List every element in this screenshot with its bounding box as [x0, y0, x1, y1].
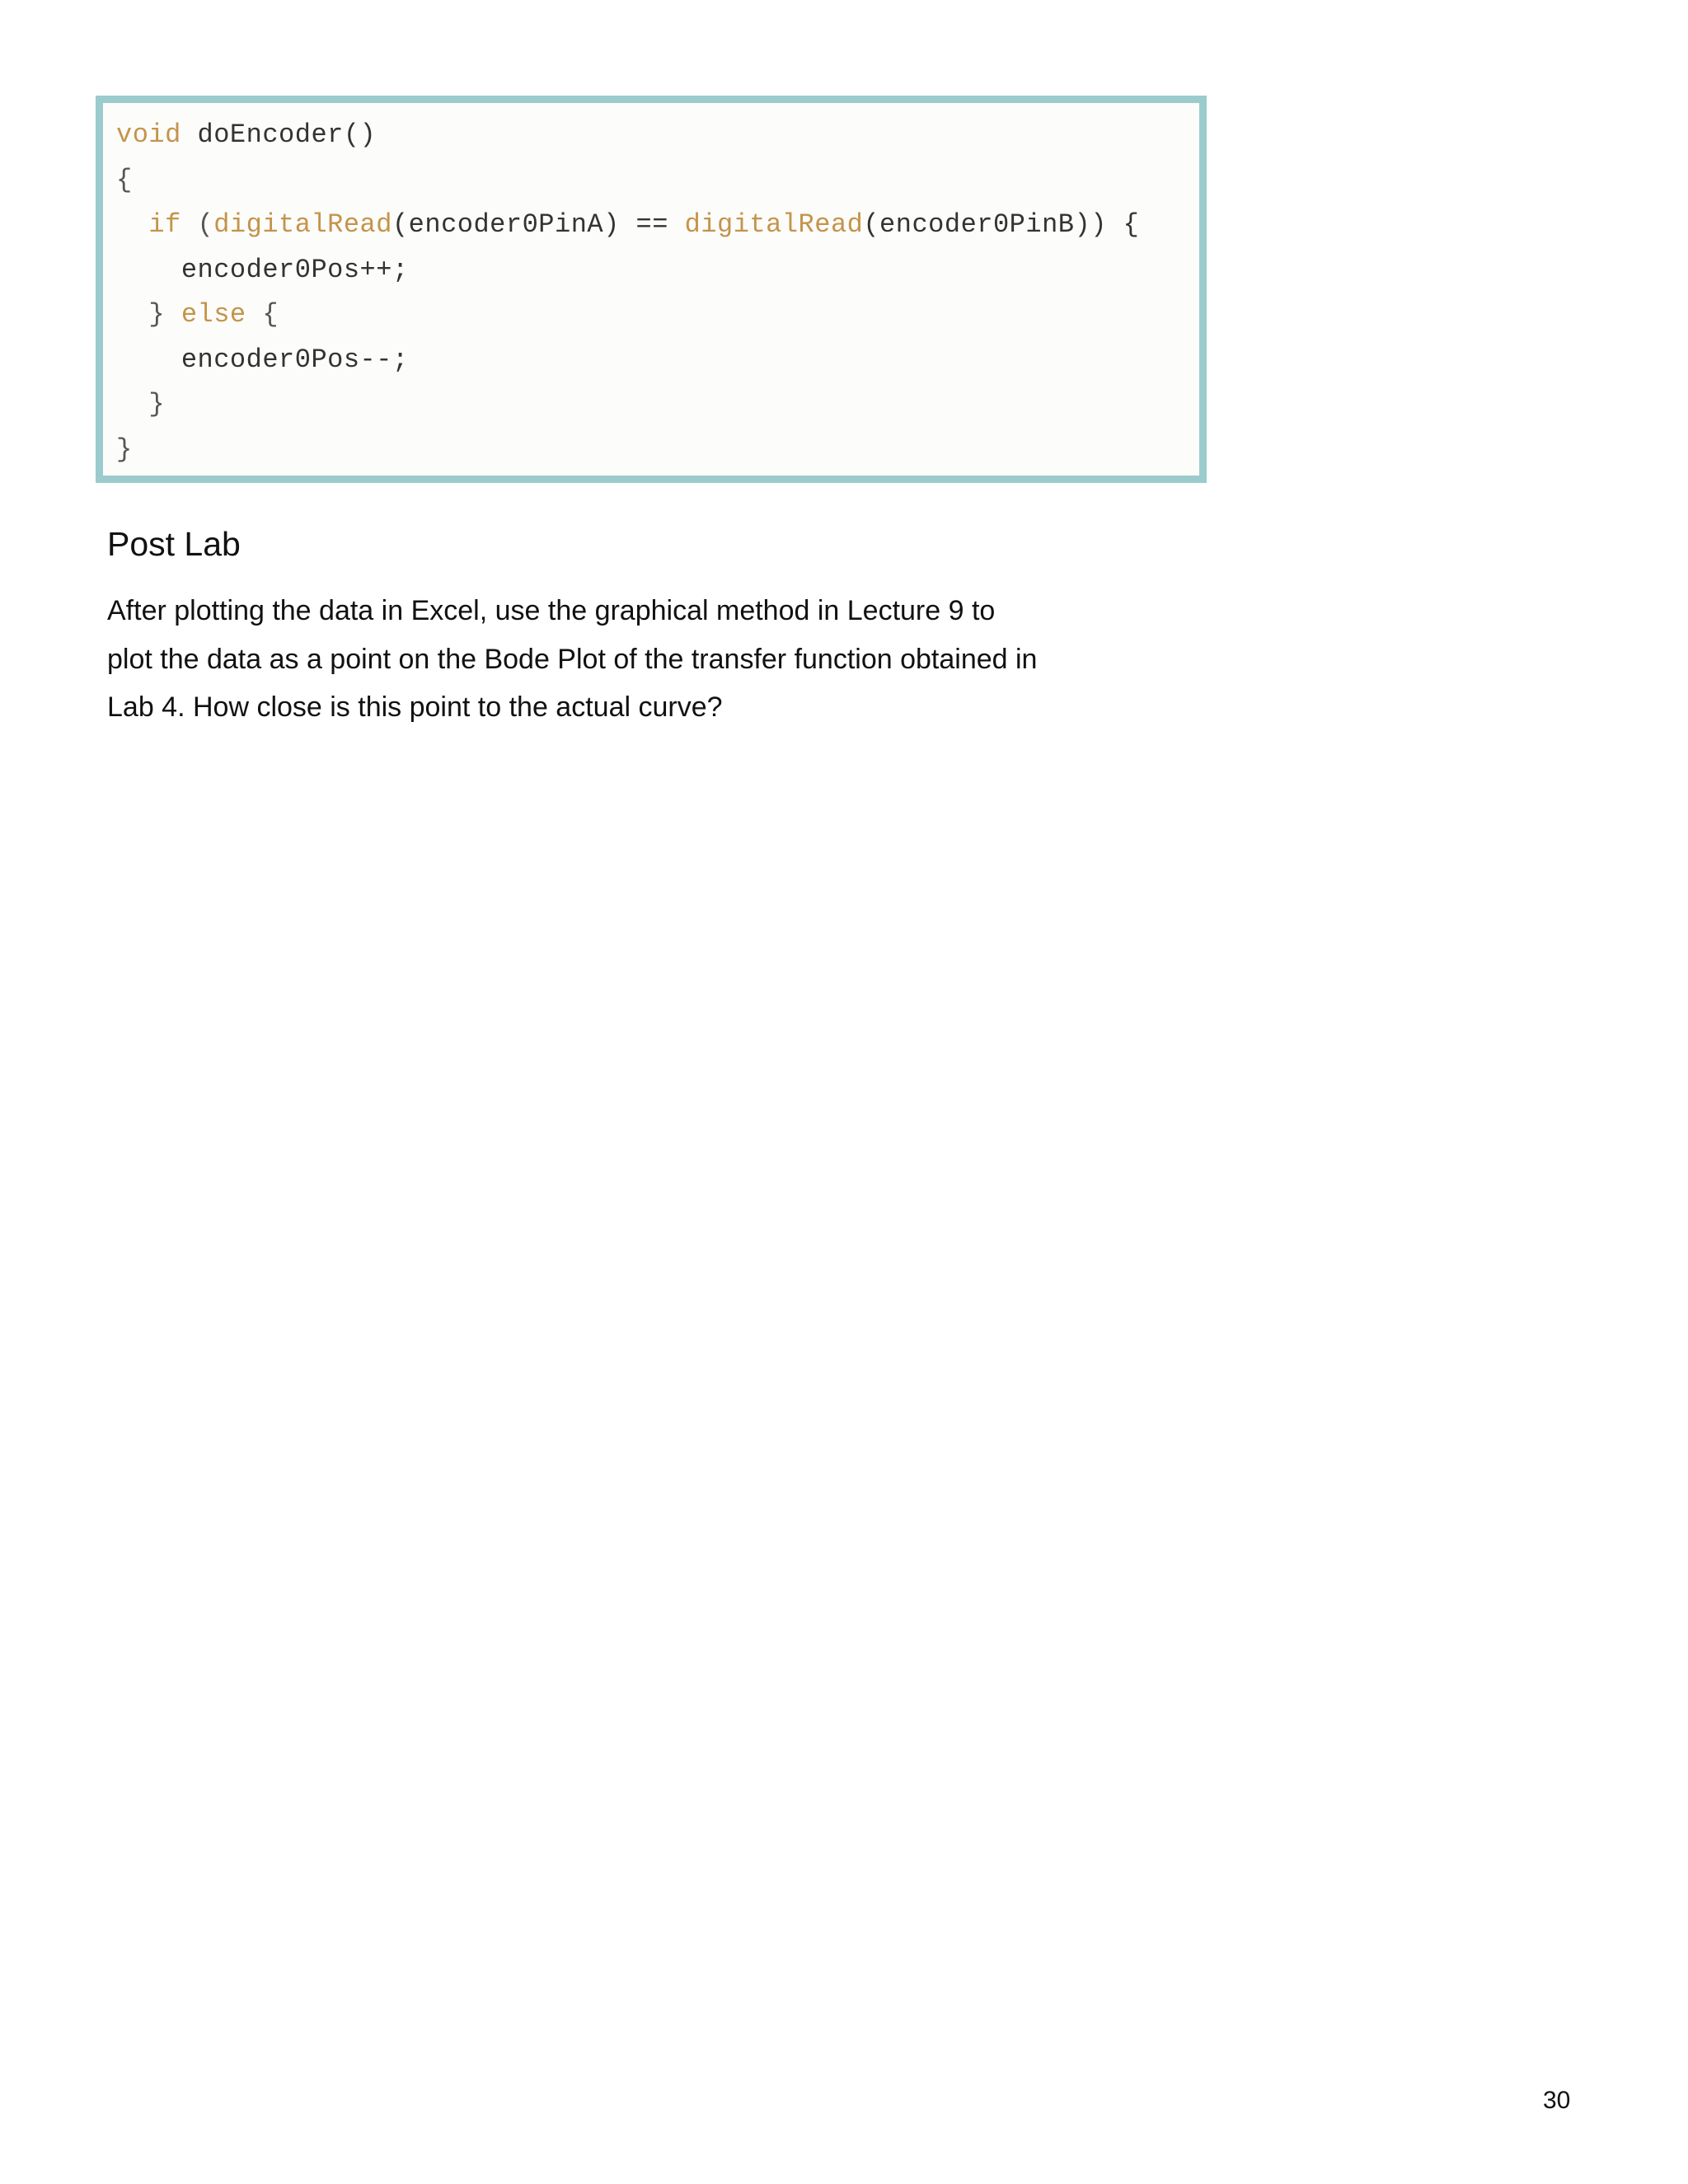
function-signature: doEncoder() [181, 120, 377, 150]
code-line-7: } [116, 389, 166, 419]
close-brace: } [116, 299, 181, 330]
condition-end: (encoder0PinB)) { [863, 209, 1140, 240]
code-block [96, 96, 1207, 483]
paragraph-line-2: plot the data as a point on the Bode Plot of the transfer function obtained in [107, 643, 1038, 675]
keyword-else: else [181, 299, 246, 330]
indent [116, 209, 148, 240]
paragraph-line-1: After plotting the data in Excel, use the graphical method in Lecture 9 to [107, 595, 996, 626]
open-brace: { [246, 299, 279, 330]
post-lab-paragraph [107, 587, 1179, 732]
keyword-if: if [148, 209, 181, 240]
page-number: 30 [1543, 2087, 1571, 2114]
code-line-8: } [116, 434, 133, 465]
code-line-2: { [116, 164, 133, 195]
code-line-6: encoder0Pos--; [116, 344, 409, 375]
open-paren: ( [181, 209, 214, 240]
condition-middle: (encoder0PinA) == [392, 209, 685, 240]
code-line-1 [116, 113, 1199, 158]
function-digitalread-b: digitalRead [684, 209, 864, 240]
code-line-5 [116, 293, 1199, 338]
section-heading: Post Lab [107, 525, 241, 563]
keyword-void: void [116, 120, 181, 150]
code-line-3 [116, 203, 1199, 248]
function-digitalread-a: digitalRead [213, 209, 392, 240]
code-line-4: encoder0Pos++; [116, 254, 409, 285]
paragraph-line-3: Lab 4. How close is this point to the actual curve? [107, 691, 723, 723]
